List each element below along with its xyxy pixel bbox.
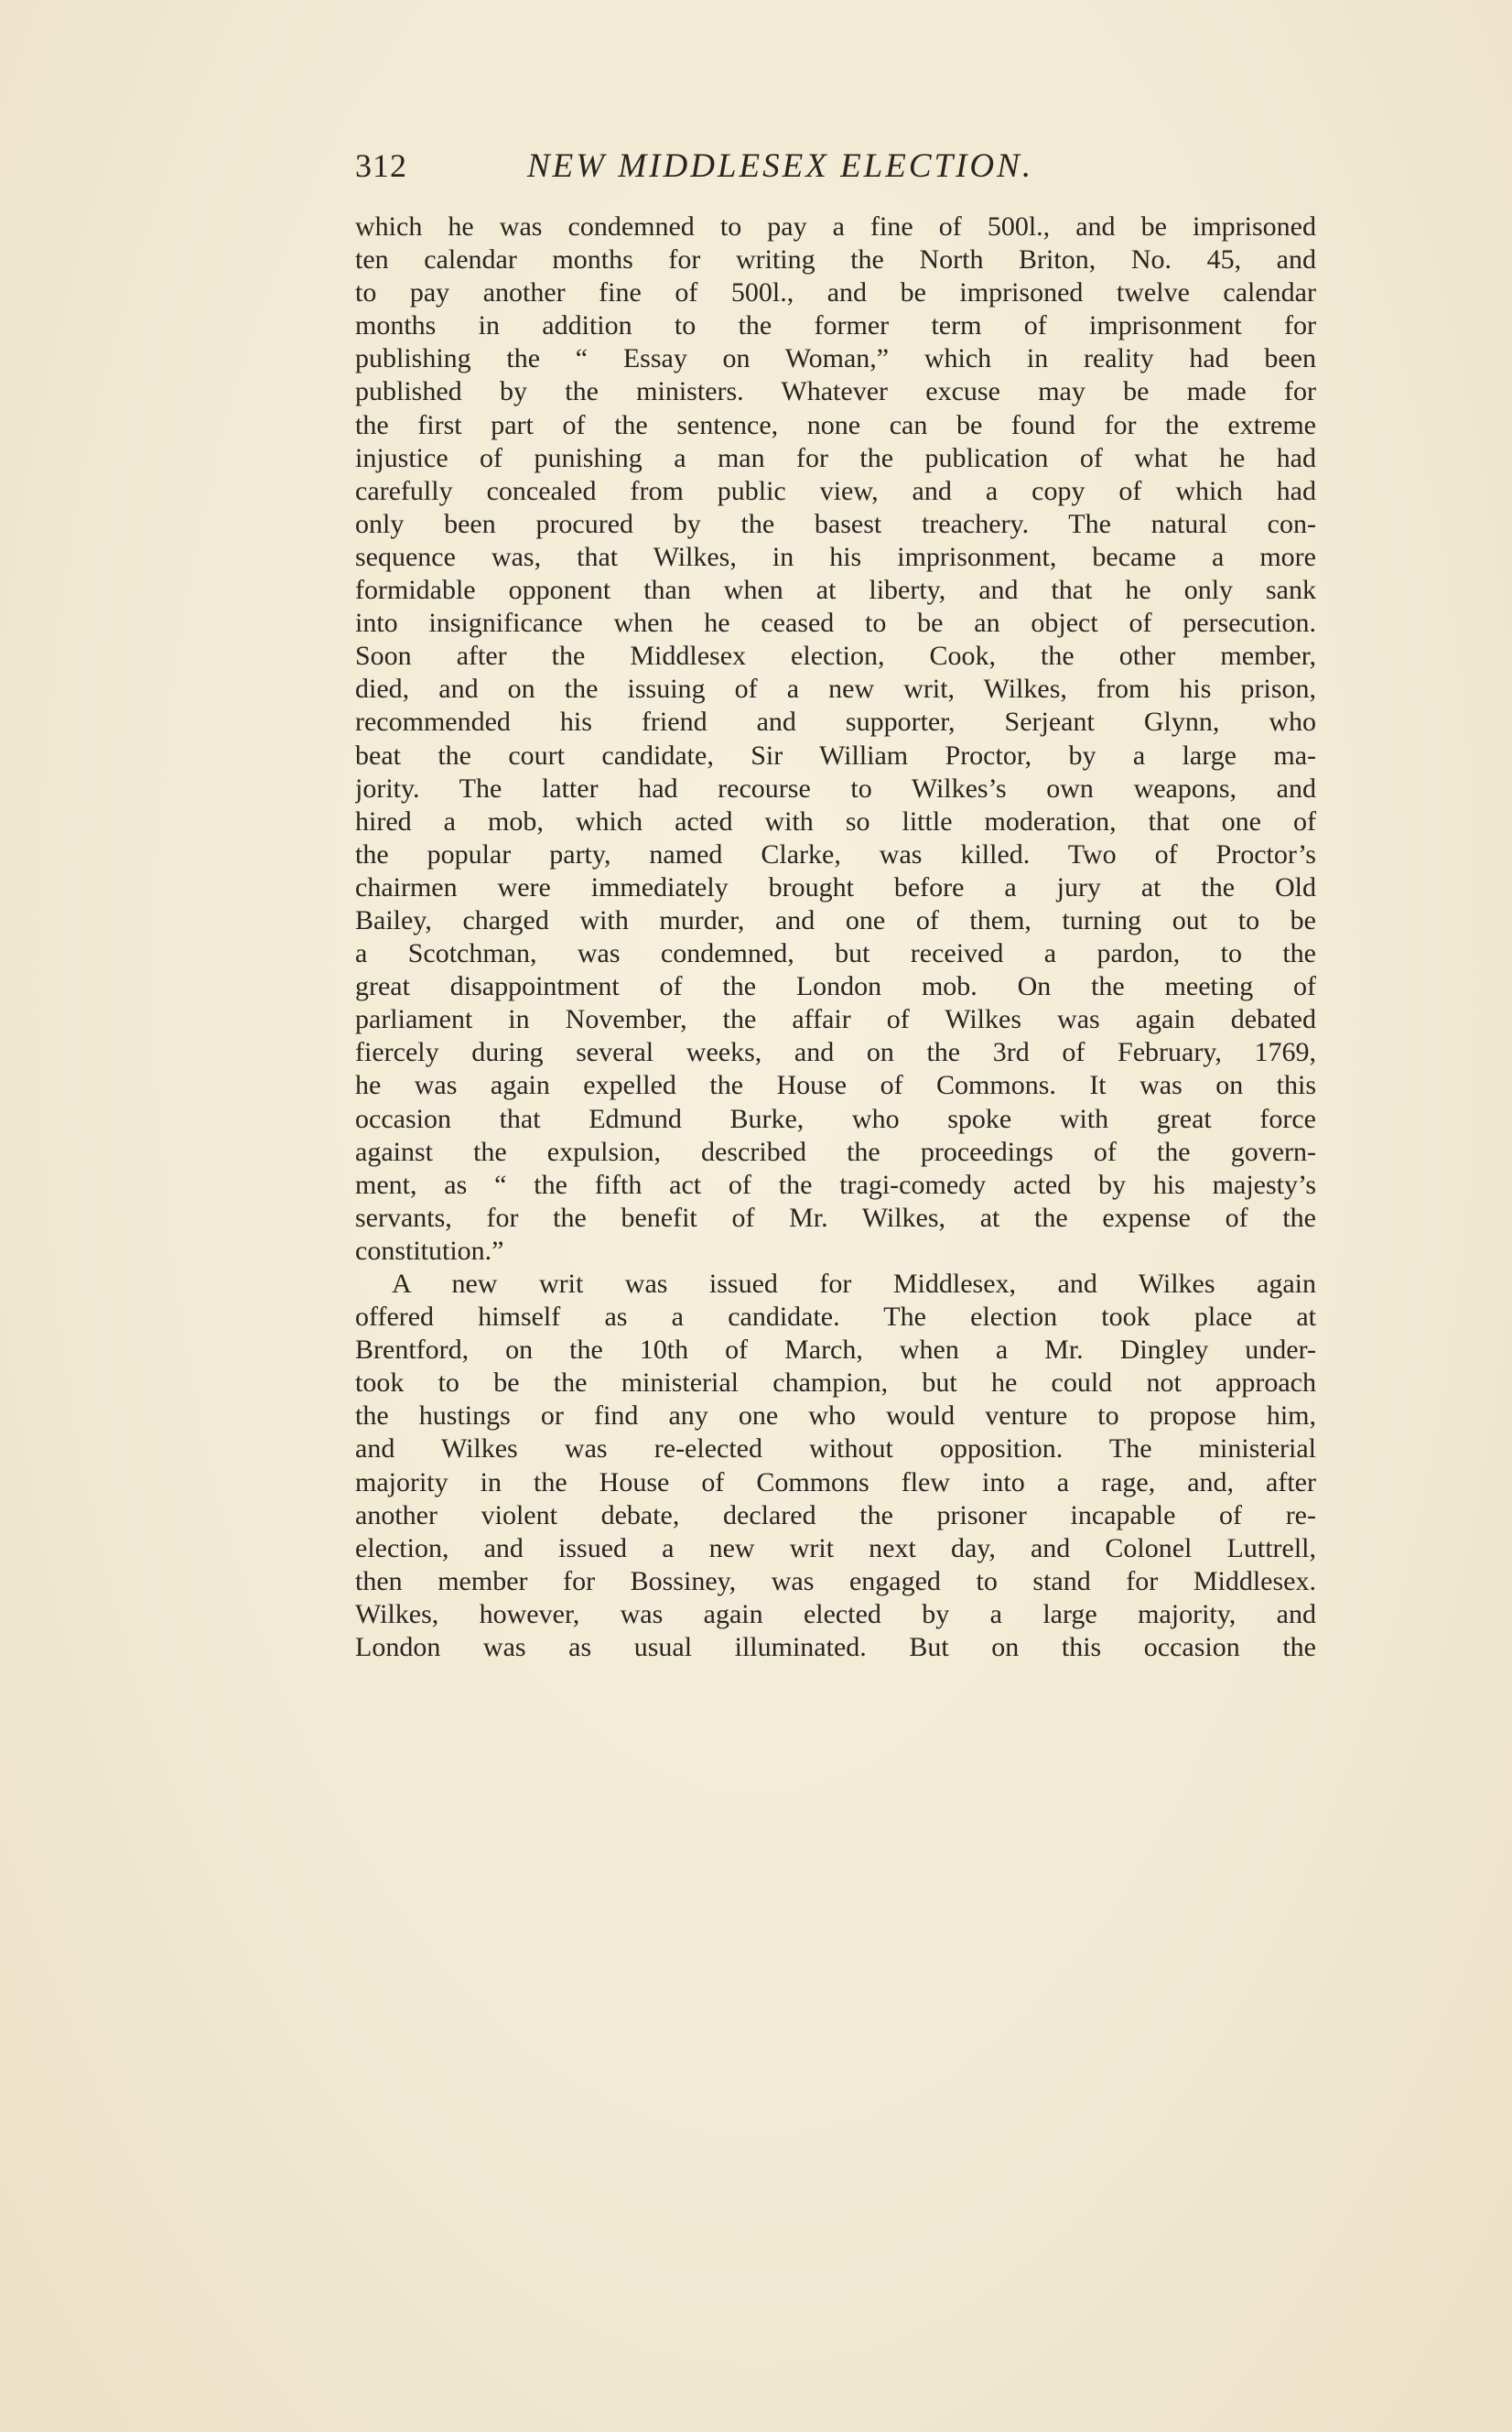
text-line: a Scotchman, was condemned, but received a pardon, to the <box>355 938 1316 969</box>
text-line: the hustings or find any one who would venture to propose him, <box>355 1400 1316 1432</box>
text-line: Soon after the Middlesex election, Cook, the other member, <box>355 641 1316 672</box>
body-text <box>355 211 1316 1664</box>
page-number: 312 <box>355 147 407 184</box>
text-line: Bailey, charged with murder, and one of them, turning out to be <box>355 904 1316 935</box>
text-line: only been procured by the basest treachery. The natural con- <box>355 508 1316 539</box>
text-line: published by the ministers. Whatever excuse may be made for <box>355 376 1316 407</box>
text-line: ten calendar months for writing the North Briton, No. 45, and <box>355 244 1316 276</box>
text-line: London was as usual illuminated. But on this occasion the <box>355 1632 1316 1663</box>
text-line: into insignificance when he ceased to be an object of persecution. <box>355 608 1316 639</box>
text-line: ment, as “ the fifth act of the tragi-comedy acted by his majesty’s <box>355 1169 1316 1200</box>
text-line: beat the court candidate, Sir William Proctor, by a large ma- <box>355 740 1316 771</box>
text-line: to pay another fine of 500l., and be imprisoned twelve calendar <box>355 277 1316 308</box>
running-title: NEW MIDDLESEX ELECTION. <box>527 147 1034 185</box>
text-line: Wilkes, however, was again elected by a large majority, and <box>355 1598 1316 1629</box>
text-line: occasion that Edmund Burke, who spoke with great force <box>355 1103 1316 1134</box>
text-line: the first part of the sentence, none can be found for the extreme <box>355 409 1316 440</box>
text-line: he was again expelled the House of Commons. It was on this <box>355 1070 1316 1101</box>
text-line: Brentford, on the 10th of March, when a Mr. Dingley under- <box>355 1335 1316 1366</box>
text-line: parliament in November, the affair of Wilkes was again debated <box>355 1004 1316 1035</box>
text-line: election, and issued a new writ next day, and Colonel Luttrell, <box>355 1532 1316 1563</box>
text-line: against the expulsion, described the proceedings of the govern- <box>355 1136 1316 1167</box>
text-line: great disappointment of the London mob. On the meeting of <box>355 971 1316 1002</box>
text-line: offered himself as a candidate. The election took place at <box>355 1302 1316 1333</box>
text-line: servants, for the benefit of Mr. Wilkes, at the expense of the <box>355 1202 1316 1233</box>
text-line: recommended his friend and supporter, Serjeant Glynn, who <box>355 707 1316 738</box>
text-line: which he was condemned to pay a fine of 500l., and be imprisoned <box>355 211 1316 242</box>
text-line: publishing the “ Essay on Woman,” which in reality had been <box>355 343 1316 374</box>
text-line: the popular party, named Clarke, was killed. Two of Proctor’s <box>355 838 1316 870</box>
text-line: took to be the ministerial champion, but he could not approach <box>355 1367 1316 1399</box>
text-line: then member for Bossiney, was engaged to stand for Middlesex. <box>355 1565 1316 1596</box>
text-line: and Wilkes was re-elected without opposition. The ministerial <box>355 1433 1316 1465</box>
text-line: carefully concealed from public view, and a copy of which had <box>355 475 1316 506</box>
text-line: sequence was, that Wilkes, in his imprisonment, became a more <box>355 541 1316 572</box>
text-line: months in addition to the former term of imprisonment for <box>355 310 1316 341</box>
paragraph-start-line: A new writ was issued for Middlesex, and Wilkes again <box>392 1269 1316 1299</box>
text-line: hired a mob, which acted with so little moderation, that one of <box>355 805 1316 837</box>
text-line: majority in the House of Commons flew into a rage, and, after <box>355 1466 1316 1497</box>
text-line: fiercely during several weeks, and on the 3rd of February, 1769, <box>355 1037 1316 1068</box>
text-line: chairmen were immediately brought before a jury at the Old <box>355 871 1316 903</box>
text-line: died, and on the issuing of a new writ, Wilkes, from his prison, <box>355 674 1316 705</box>
page-header <box>355 146 1316 201</box>
text-line: another violent debate, declared the prisoner incapable of re- <box>355 1499 1316 1530</box>
text-line: jority. The latter had recourse to Wilkes’s own weapons, and <box>355 773 1316 804</box>
text-line: injustice of punishing a man for the publication of what he had <box>355 442 1316 473</box>
text-line: formidable opponent than when at liberty, and that he only sank <box>355 575 1316 606</box>
paragraph-end-line: constitution.” <box>355 1235 504 1266</box>
